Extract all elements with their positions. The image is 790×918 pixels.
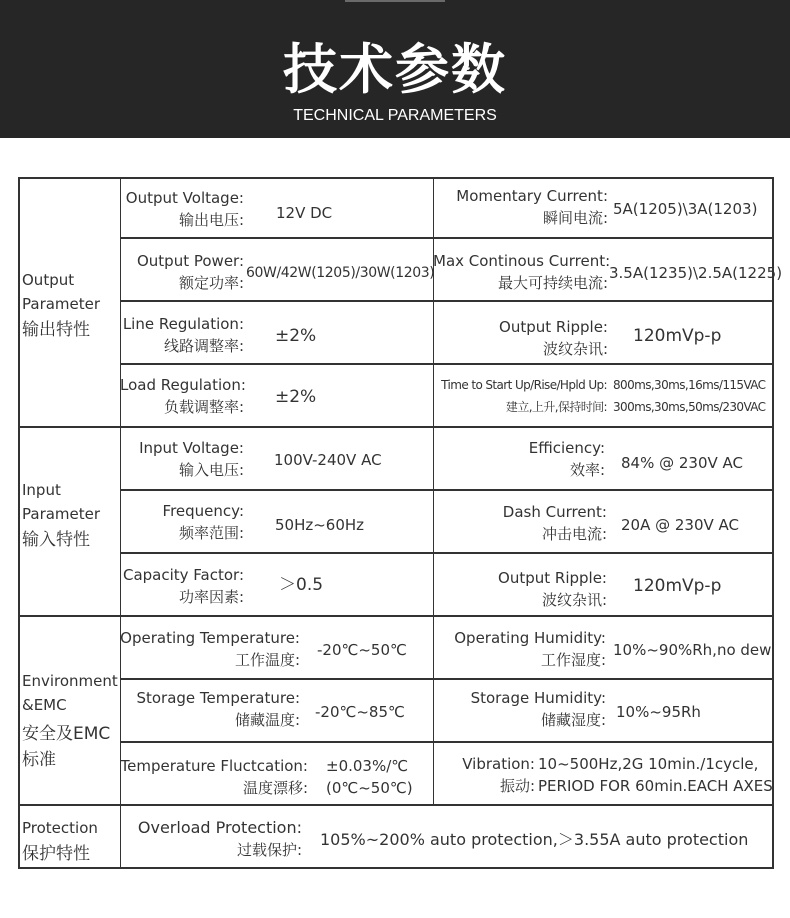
row-divider (120, 489, 772, 491)
param-label: Input Voltage: 输入电压: (139, 439, 244, 479)
param-label: Load Regulation: 负载调整率: (120, 376, 246, 416)
param-label: Line Regulation: 线路调整率: (122, 315, 244, 355)
param-value: ＞0.5 (279, 575, 324, 595)
category-output: Output Parameter 输出特性 (22, 271, 101, 340)
param-value: 800ms,30ms,16ms/115VAC 300ms,30ms,50ms/230VAC (613, 378, 766, 414)
param-value: 10~500Hz,2G 10min./1cycle, PERIOD FOR 60min.EACH AXES (538, 755, 773, 795)
param-value: 10%~90%Rh,no dew (613, 641, 772, 659)
section-divider (20, 615, 772, 617)
header-accent-line (345, 0, 445, 2)
param-value: 20A @ 230V AC (621, 516, 740, 534)
param-label: Frequency: 频率范围: (162, 502, 244, 542)
row-divider (120, 237, 772, 239)
param-value: 10%~95Rh (616, 703, 701, 721)
param-value: 105%~200% auto protection,＞3.55A auto protection (320, 830, 749, 849)
param-value: 120mVp-p (633, 326, 722, 346)
param-value: 120mVp-p (633, 576, 722, 596)
param-value: ±2% (275, 387, 317, 407)
param-label: Storage Humidity: 储藏湿度: (470, 689, 606, 729)
param-label: Capacity Factor: 功率因素: (122, 566, 244, 606)
section-divider (20, 804, 772, 806)
category-environment: Environment &EMC 安全及EMC 标准 (22, 672, 118, 770)
param-label: Max Continous Current: 最大可持续电流: (433, 252, 611, 292)
row-divider (120, 300, 772, 302)
param-label: Operating Humidity: 工作湿度: (454, 629, 606, 669)
header-banner (0, 0, 790, 138)
param-value: -20℃~50℃ (317, 641, 407, 659)
section-divider (20, 426, 772, 428)
category-protection: Protection 保护特性 (22, 819, 98, 864)
param-value: -20℃~85℃ (315, 703, 405, 721)
param-label: Vibration: 振动: (462, 755, 535, 795)
row-divider (120, 552, 772, 554)
page-title: 技术参数 (283, 38, 507, 101)
param-label: Momentary Current: 瞬间电流: (456, 187, 608, 227)
page-subtitle: TECHNICAL PARAMETERS (293, 107, 497, 124)
param-label: Output Power: 额定功率: (136, 252, 244, 292)
param-value: 5A(1205)\3A(1203) (613, 200, 758, 218)
param-value: ±2% (275, 326, 317, 346)
row-divider (120, 741, 772, 743)
param-label: Storage Temperature: 储藏温度: (136, 689, 300, 729)
param-value: 12V DC (276, 204, 333, 222)
param-label: Dash Current: 冲击电流: (502, 503, 607, 543)
param-value: 3.5A(1235)\2.5A(1225) (609, 264, 783, 282)
param-value: 60W/42W(1205)/30W(1203) (246, 265, 435, 281)
param-value: ±0.03%/℃ (0℃~50℃) (326, 757, 413, 797)
param-label: Operating Temperature: 工作温度: (120, 629, 300, 669)
param-label: Time to Start Up/Rise/Hpld Up: 建立,上升,保持时间: (441, 378, 607, 414)
param-value: 50Hz~60Hz (275, 516, 365, 534)
row-divider (120, 363, 772, 365)
param-value: 84% @ 230V AC (621, 454, 744, 472)
param-label: Temperature Fluctcation: 温度漂移: (120, 757, 308, 797)
row-divider (120, 678, 772, 680)
param-label: Output Ripple: 波纹杂讯: (499, 318, 608, 358)
param-label: Overload Protection: 过载保护: (137, 818, 302, 859)
param-label: Output Voltage: 输出电压: (125, 189, 244, 229)
param-label: Output Ripple: 波纹杂讯: (498, 569, 607, 609)
param-label: Efficiency: 效率: (528, 439, 605, 479)
category-input: Input Parameter 输入特性 (22, 481, 101, 550)
parameters-table (18, 177, 783, 869)
param-value: 100V-240V AC (274, 451, 382, 469)
